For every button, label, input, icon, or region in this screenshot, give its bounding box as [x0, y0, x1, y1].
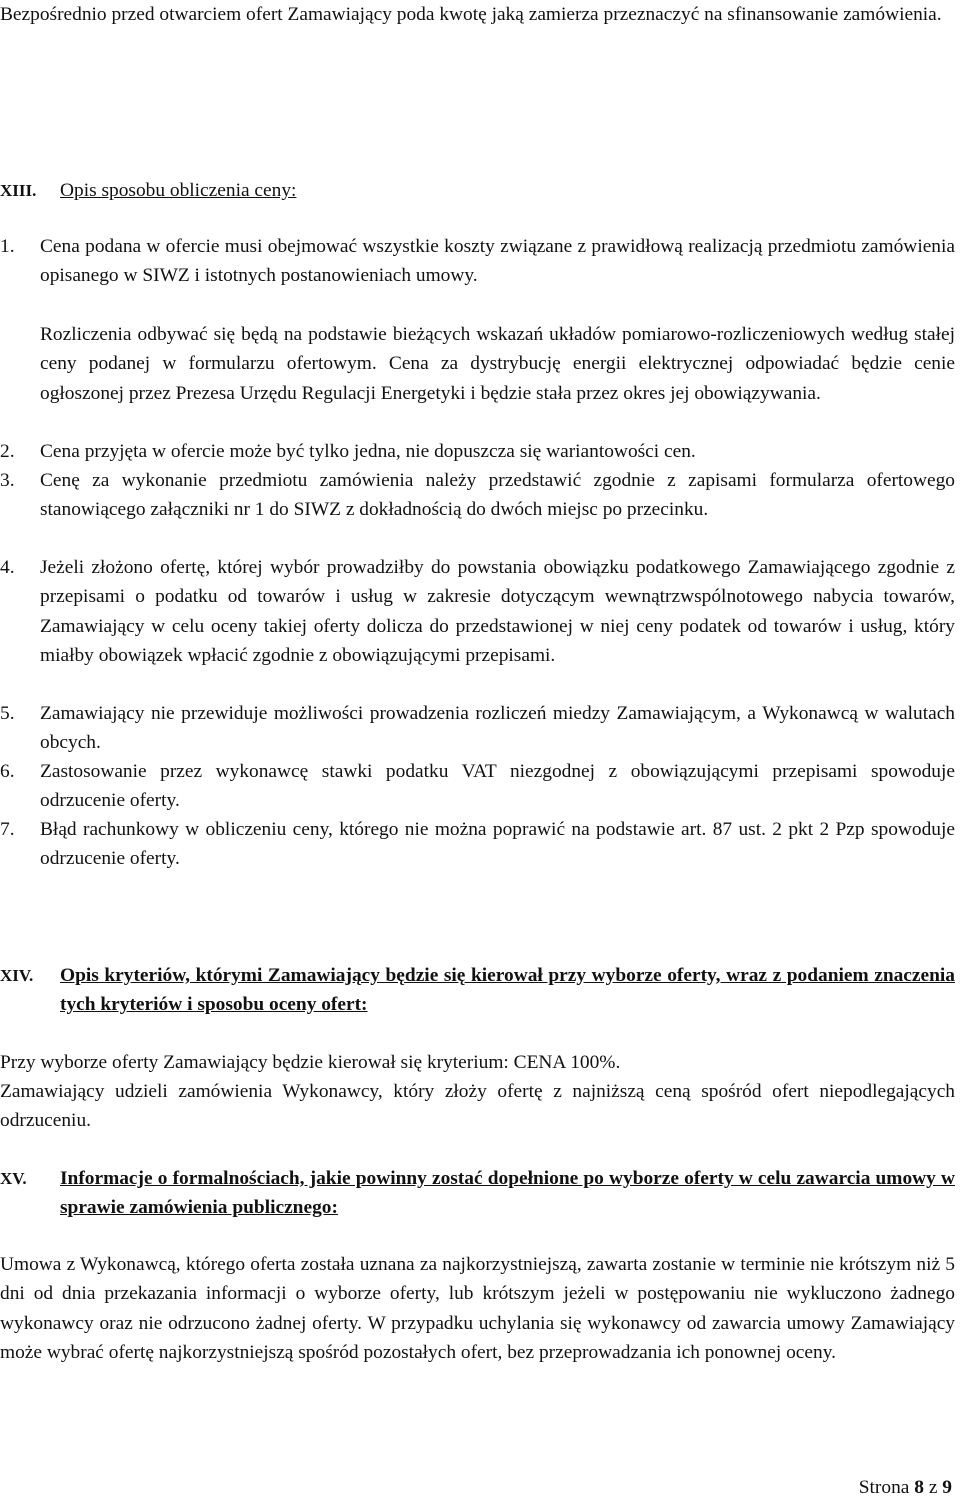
list-item-1-continued [0, 320, 955, 408]
section-15-paragraph: Umowa z Wykonawcą, którego oferta została uznana za najkorzystniejszą, zawarta zostanie w terminie nie krótszym niż 5 dni od dnia przekazania informacji o wyborze oferty, lub krótszym jeżeli w postępowaniu nie wykluczono żadnego wykonawcy oraz nie odrzucono żadnej oferty. W przypadku uchylania się wykonawcy od zawarcia umowy Zamawiający może wybrać ofertę najkorzystniejszą spośród pozostałych ofert, bez przeprowadzania ich ponownej oceny. [0, 1254, 955, 1363]
section-13-number: XIII. [0, 181, 37, 200]
footer-of: z [928, 1477, 938, 1498]
section-15-number: XV. [0, 1169, 27, 1188]
list-item-text: Zastosowanie przez wykonawcę stawki podatku VAT niezgodnej z obowiązującymi przepisami spowoduje odrzucenie oferty. [40, 761, 955, 812]
list-item-number: 3. [0, 470, 15, 491]
list-item-1 [0, 232, 955, 291]
list-item-text: Błąd rachunkowy w obliczeniu ceny, którego nie można poprawić na podstawie art. 87 ust. 2 pkt 2 Pzp spowoduje odrzucenie oferty. [40, 819, 955, 870]
list-item-3 [0, 466, 955, 525]
list-item-text: Rozliczenia odbywać się będą na podstawie bieżących wskazań układów pomiarowo-rozliczeniowych według stałej ceny podanej w formularzu ofertowym. Cena za dystrybucję energii elektrycznej odpowiadać będzie cenie ogłoszonej przez Prezesa Urzędu Regulacji Energetyki i będzie stała przez okres jej obowiązywania. [40, 324, 955, 404]
list-item-7 [0, 815, 955, 874]
section-14-paragraph-1: Przy wyborze oferty Zamawiający będzie kierował się kryterium: CENA 100%. [0, 1052, 621, 1073]
list-item-text: Zamawiający nie przewiduje możliwości prowadzenia rozliczeń miedzy Zamawiającym, a Wykonawcą w walutach obcych. [40, 703, 955, 754]
list-item-number: 6. [0, 761, 15, 782]
section-14-paragraph-2: Zamawiający udzieli zamówienia Wykonawcy, który złoży ofertę z najniższą ceną spośród ofert niepodlegających odrzuceniu. [0, 1081, 955, 1132]
section-14-number: XIV. [0, 966, 34, 985]
footer-total-pages: 9 [942, 1477, 952, 1498]
list-item-text: Cena przyjęta w ofercie może być tylko jedna, nie dopuszcza się wariantowości cen. [40, 441, 696, 462]
list-item-number: 1. [0, 236, 15, 257]
section-13-title: Opis sposobu obliczenia ceny: [60, 180, 297, 201]
list-item-5 [0, 699, 955, 758]
section-13-heading [0, 176, 955, 205]
list-item-text: Cenę za wykonanie przedmiotu zamówienia należy przedstawić zgodnie z zapisami formularza ofertowego stanowiącego załączniki nr 1 do SIWZ z dokładnością do dwóch miejsc po przecinku. [40, 470, 955, 521]
list-item-number: 4. [0, 557, 15, 578]
footer-page-number: 8 [914, 1477, 924, 1498]
section-14-heading [0, 961, 955, 1020]
list-item-text: Jeżeli złożono ofertę, której wybór prowadziłby do powstania obowiązku podatkowego Zamawiającego zgodnie z przepisami o podatku od towarów i usług w zakresie dotyczącym wewnątrzwspólnotowego nabycia towarów, Zamawiający w celu oceny takiej oferty dolicza do przedstawionej w niej ceny podatek od towarów i usług, który miałby obowiązek wpłacić zgodnie z obowiązującymi przepisami. [40, 557, 955, 666]
section-14-title: Opis kryteriów, którymi Zamawiający będzie się kierował przy wyborze oferty, wraz z podaniem znaczenia tych kryteriów i sposobu oceny ofert: [60, 965, 955, 1016]
list-item-number: 5. [0, 703, 15, 724]
list-item-6 [0, 757, 955, 816]
list-item-number: 2. [0, 441, 15, 462]
intro-paragraph: Bezpośrednio przed otwarciem ofert Zamawiający poda kwotę jaką zamierza przeznaczyć na sfinansowanie zamówienia. [0, 4, 942, 25]
list-item-number: 7. [0, 819, 15, 840]
list-item-4 [0, 553, 955, 670]
list-item-text: Cena podana w ofercie musi obejmować wszystkie koszty związane z prawidłową realizacją przedmiotu zamówienia opisanego w SIWZ i istotnych postanowieniach umowy. [40, 236, 955, 287]
footer-label: Strona [858, 1477, 910, 1498]
page-footer [859, 1473, 952, 1502]
section-15-heading [0, 1164, 955, 1223]
section-15-title: Informacje o formalnościach, jakie powinny zostać dopełnione po wyborze oferty w celu zawarcia umowy w sprawie zamówienia publicznego: [60, 1168, 955, 1219]
list-item-2 [0, 437, 955, 466]
